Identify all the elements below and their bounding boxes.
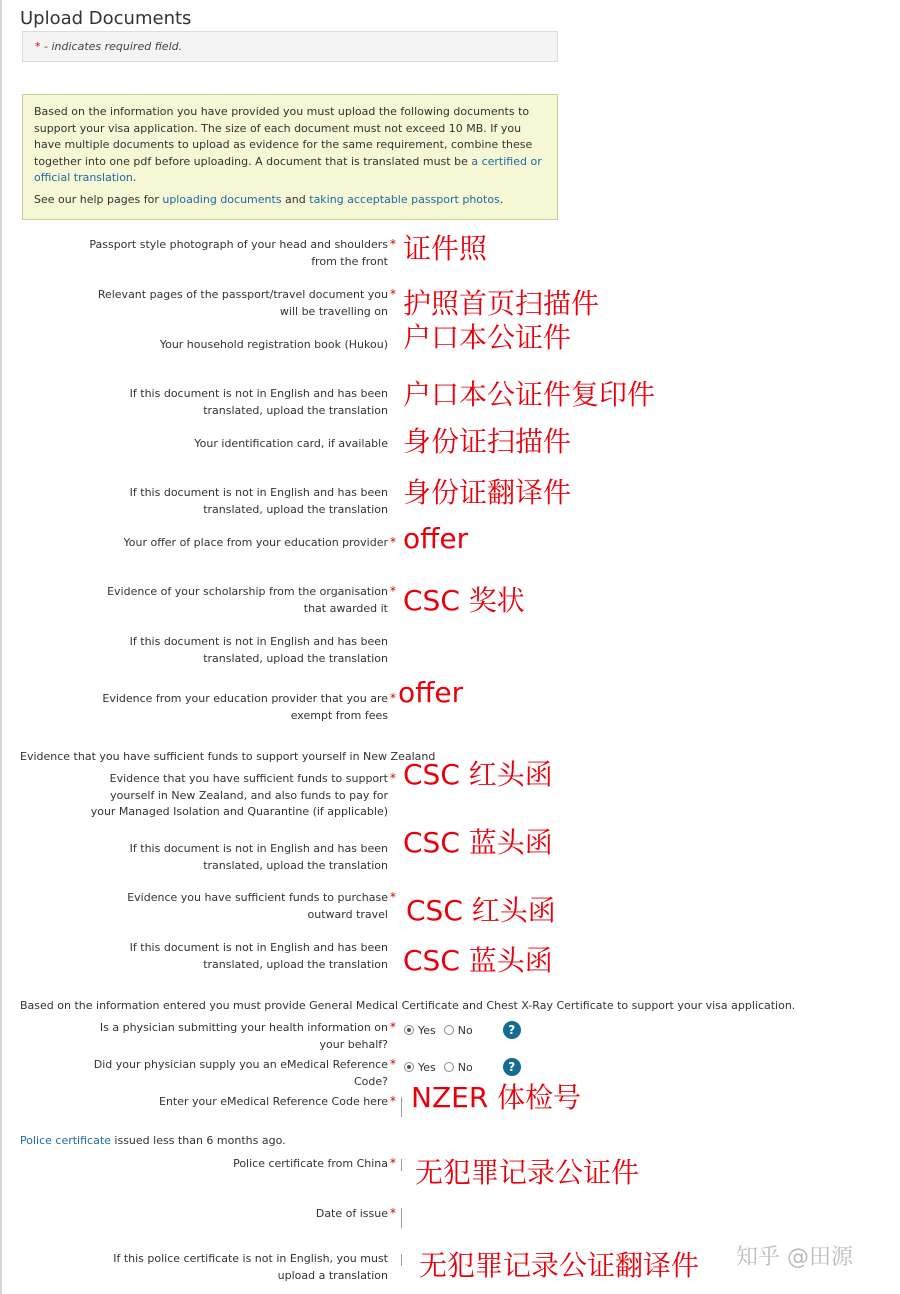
- required-star: *: [390, 535, 396, 549]
- required-star: *: [390, 237, 396, 251]
- required-star: *: [390, 584, 396, 598]
- required-star: *: [390, 691, 396, 705]
- date-of-issue-label: Date of issue: [315, 1207, 388, 1220]
- help-text-mid: and: [281, 192, 310, 206]
- police-note: [20, 1134, 286, 1147]
- help-icon[interactable]: ?: [503, 1021, 521, 1039]
- annotation-id-scan: 身份证扫描件: [403, 425, 572, 458]
- required-star: *: [390, 1206, 396, 1220]
- required-star: *: [390, 287, 396, 301]
- emedical-radio-group: [404, 1058, 521, 1076]
- passport-photos-link[interactable]: taking acceptable passport photos: [309, 192, 500, 206]
- police-china-upload[interactable]: [401, 1159, 402, 1171]
- required-star: *: [35, 40, 41, 53]
- funds-translation-label: If this document is not in English and has been translated, upload the translation: [129, 842, 388, 872]
- annotation-csc-red-1: CSC 红头函: [403, 758, 553, 791]
- emedical-code-label: Enter your eMedical Reference Code here: [159, 1095, 388, 1108]
- page-title: Upload Documents: [20, 8, 192, 29]
- annotation-hukou-copy: 户口本公证件复印件: [403, 378, 656, 411]
- annotation-csc-award: CSC 奖状: [403, 584, 525, 617]
- page-left-border: [0, 0, 2, 1294]
- annotation-csc-blue-2: CSC 蓝头函: [403, 944, 553, 977]
- uploading-documents-link[interactable]: uploading documents: [162, 192, 282, 206]
- annotation-id-translation: 身份证翻译件: [403, 476, 572, 509]
- emedical-no-radio[interactable]: [444, 1062, 454, 1072]
- hukou-label: Your household registration book (Hukou): [159, 338, 388, 351]
- annotation-police: 无犯罪记录公证件: [415, 1156, 640, 1189]
- required-star: *: [390, 1094, 396, 1108]
- annotation-nzer: NZER 体检号: [411, 1081, 582, 1114]
- physician-question: Is a physician submitting your health information on your behalf?: [99, 1021, 388, 1051]
- yes-label: Yes: [418, 1023, 436, 1037]
- annotation-offer: offer: [403, 522, 469, 555]
- required-star: *: [390, 1156, 396, 1170]
- required-note-text: - indicates required field.: [40, 40, 183, 53]
- police-china-label: Police certificate from China: [233, 1157, 388, 1170]
- watermark: 知乎 @田源: [736, 1245, 853, 1270]
- medical-note: Based on the information entered you must provide General Medical Certificate and Chest X-Ray Certificate to support your visa application.: [20, 999, 796, 1012]
- emedical-question: Did your physician supply you an eMedical Reference Code?: [93, 1058, 388, 1088]
- scholarship-translation-label: If this document is not in English and has been translated, upload the translation: [129, 635, 388, 665]
- scholarship-label: Evidence of your scholarship from the organisation that awarded it: [107, 585, 388, 615]
- police-note-text: issued less than 6 months ago.: [110, 1134, 286, 1147]
- required-star: *: [390, 890, 396, 904]
- police-translation-label: If this police certificate is not in English, you must upload a translation: [113, 1252, 388, 1282]
- required-field-note: [22, 31, 558, 62]
- no-label: No: [457, 1023, 473, 1037]
- yes-label: Yes: [418, 1060, 436, 1074]
- funds-section-heading: Evidence that you have sufficient funds to support yourself in New Zealand: [20, 750, 436, 763]
- police-certificate-link[interactable]: Police certificate: [20, 1134, 111, 1147]
- help-icon[interactable]: ?: [503, 1058, 521, 1076]
- funds-label: Evidence that you have sufficient funds to support yourself in New Zealand, and also funds to pay for your Managed Isolation and Quarantine (if applicable): [90, 772, 388, 818]
- info-text: Based on the information you have provided you must upload the following documents to support your visa application. The size of each document must not exceed 10 MB. If you have multiple documents to upload as evidence for the same requirement, combine these together into one pdf before uploading. A document that is translated must be: [34, 105, 533, 168]
- annotation-photo: 证件照: [403, 232, 488, 265]
- annotation-hukou: 户口本公证件: [403, 321, 572, 354]
- no-label: No: [457, 1060, 473, 1074]
- hukou-translation-label: If this document is not in English and has been translated, upload the translation: [129, 387, 388, 417]
- certified-translation-link[interactable]: a certified or official translation: [34, 154, 542, 184]
- emedical-code-input[interactable]: [401, 1097, 402, 1117]
- help-text-end: .: [499, 192, 504, 206]
- required-star: *: [390, 771, 396, 785]
- annotation-csc-blue-1: CSC 蓝头函: [403, 826, 553, 859]
- travel-translation-label: If this document is not in English and has been translated, upload the translation: [129, 941, 388, 971]
- info-text-end: .: [132, 171, 137, 184]
- id-card-label: Your identification card, if available: [194, 437, 388, 450]
- annotation-offer-2: offer: [398, 676, 464, 709]
- annotation-csc-red-2: CSC 红头函: [406, 894, 556, 927]
- photo-label: Passport style photograph of your head and shoulders from the front: [89, 238, 388, 268]
- annotation-passport: 护照首页扫描件: [403, 287, 600, 320]
- physician-yes-radio[interactable]: [404, 1025, 414, 1035]
- required-star: *: [390, 1020, 396, 1034]
- annotation-police-translation: 无犯罪记录公证翻译件: [419, 1249, 700, 1282]
- physician-no-radio[interactable]: [444, 1025, 454, 1035]
- required-star: *: [390, 1057, 396, 1071]
- emedical-yes-radio[interactable]: [404, 1062, 414, 1072]
- fee-exempt-label: Evidence from your education provider that you are exempt from fees: [102, 692, 388, 722]
- offer-label: Your offer of place from your education provider: [123, 536, 388, 549]
- id-translation-label: If this document is not in English and has been translated, upload the translation: [129, 486, 388, 516]
- info-paragraph: [34, 104, 546, 187]
- travel-funds-label: Evidence you have sufficient funds to purchase outward travel: [127, 891, 388, 921]
- help-text: See our help pages for: [34, 192, 163, 206]
- police-translation-upload[interactable]: [401, 1254, 402, 1266]
- date-of-issue-input[interactable]: [401, 1208, 402, 1228]
- passport-label: Relevant pages of the passport/travel document you will be travelling on: [97, 288, 388, 318]
- physician-radio-group: [404, 1021, 521, 1039]
- info-box: [22, 94, 558, 220]
- help-paragraph: [34, 192, 546, 209]
